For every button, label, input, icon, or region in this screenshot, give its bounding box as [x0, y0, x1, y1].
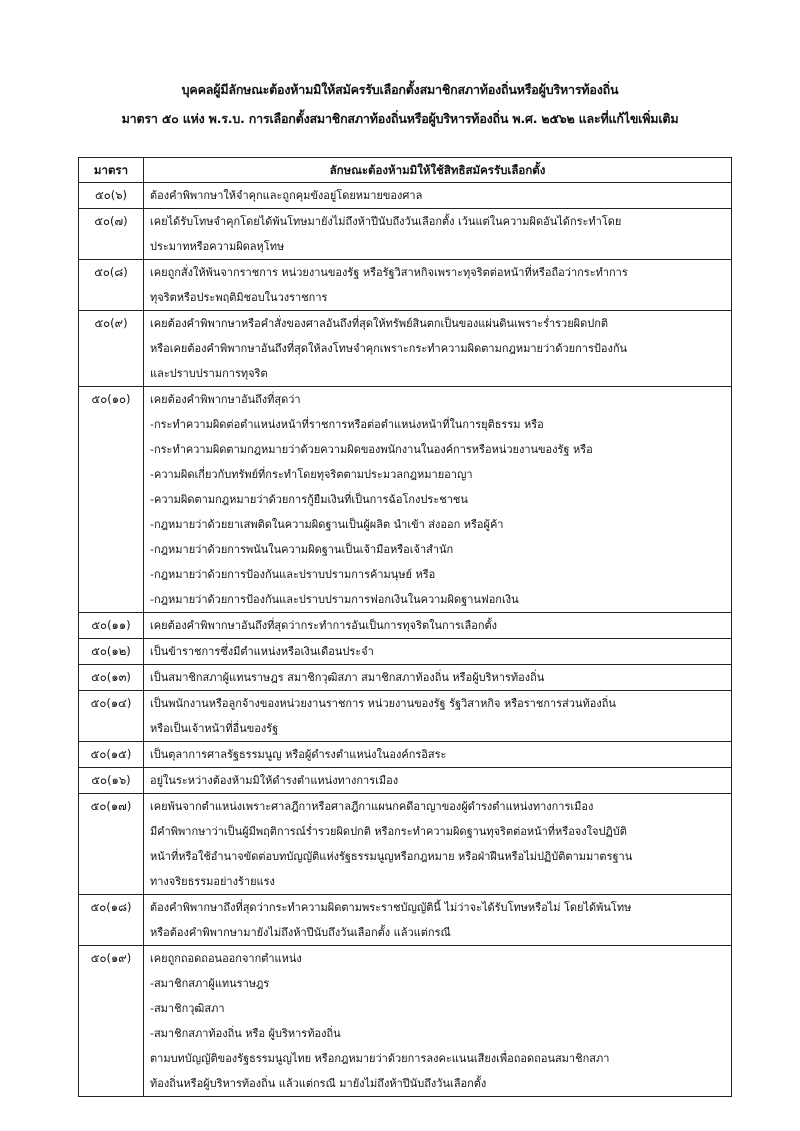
- table-row: [79, 209, 732, 260]
- column-header-section: มาตรา: [79, 158, 144, 183]
- disqualification-description: [144, 768, 732, 794]
- section-number: ๕๐(๘): [79, 260, 144, 311]
- disqualification-description: [144, 946, 732, 1097]
- section-number: ๕๐(๑๕): [79, 742, 144, 768]
- description-line: -กฎหมายว่าด้วยการป้องกันและปราบปรามการค้ามนุษย์ หรือ: [150, 568, 436, 581]
- disqualification-description: [144, 742, 732, 768]
- disqualification-description: [144, 613, 732, 639]
- description-line: เป็นสมาชิกสภาผู้แทนราษฎร สมาชิกวุฒิสภา สมาชิกสภาท้องถิ่น หรือผู้บริหารท้องถิ่น: [150, 671, 545, 684]
- table-row: [79, 742, 732, 768]
- description-line: ต้องคำพิพากษาให้จำคุกและถูกคุมขังอยู่โดยหมายของศาล: [150, 189, 423, 202]
- description-line: -ความผิดเกี่ยวกับทรัพย์ที่กระทำโดยทุจริตตามประมวลกฎหมายอาญา: [150, 468, 473, 481]
- description-line: ทางจริยธรรมอย่างร้ายแรง: [150, 875, 275, 888]
- description-line: เคยพ้นจากตำแหน่งเพราะศาลฎีกาหรือศาลฎีกาแผนกคดีอาญาของผู้ดำรงตำแหน่งทางการเมือง: [150, 800, 594, 813]
- document-subtitle: มาตรา ๕๐ แห่ง พ.ร.บ. การเลือกตั้งสมาชิกสภาท้องถิ่นหรือผู้บริหารท้องถิ่น พ.ศ. ๒๕๖๒ และที่แก้ไขเพิ่มเติม: [121, 111, 679, 126]
- table-body: [79, 183, 732, 1097]
- description-line: เคยต้องคำพิพากษาหรือคำสั่งของศาลอันถึงที่สุดให้ทรัพย์สินตกเป็นของแผ่นดินเพราะร่ำรวยผิดปกติ: [150, 317, 609, 330]
- section-number: ๕๐(๑๑): [79, 613, 144, 639]
- section-number: ๕๐(๑๙): [79, 946, 144, 1097]
- description-line: เป็นตุลาการศาลรัฐธรรมนูญ หรือผู้ดำรงตำแหน่งในองค์กรอิสระ: [150, 748, 447, 761]
- document-title: บุคคลผู้มีลักษณะต้องห้ามมิให้สมัครรับเลือกตั้งสมาชิกสภาท้องถิ่นหรือผู้บริหารท้องถิ่น: [181, 82, 619, 97]
- disqualification-description: [144, 183, 732, 209]
- table-row: [79, 794, 732, 895]
- description-line: เคยถูกถอดถอนออกจากตำแหน่ง: [150, 952, 302, 965]
- description-line: -กระทำความผิดต่อตำแหน่งหน้าที่ราชการหรือต่อตำแหน่งหน้าที่ในการยุติธรรม หรือ: [150, 418, 544, 431]
- section-number: ๕๐(๑๓): [79, 665, 144, 691]
- table-row: [79, 665, 732, 691]
- section-number: ๕๐(๑๘): [79, 895, 144, 946]
- disqualification-description: [144, 311, 732, 387]
- description-line: -ความผิดตามกฎหมายว่าด้วยการกู้ยืมเงินที่เป็นการฉ้อโกงประชาชน: [150, 493, 468, 506]
- description-line: -สมาชิกวุฒิสภา: [150, 1002, 225, 1015]
- description-line: หรือเป็นเจ้าหน้าที่อื่นของรัฐ: [150, 722, 279, 735]
- table-header-row: [79, 158, 732, 183]
- section-number: ๕๐(๑๒): [79, 639, 144, 665]
- description-line: ทุจริตหรือประพฤติมิชอบในวงราชการ: [150, 291, 328, 304]
- disqualification-description: [144, 691, 732, 742]
- description-line: ประมาทหรือความผิดลหุโทษ: [150, 240, 285, 253]
- section-number: ๕๐(๖): [79, 183, 144, 209]
- description-line: หรือเคยต้องคำพิพากษาอันถึงที่สุดให้ลงโทษจำคุกเพราะกระทำความผิดตามกฎหมายว่าด้วยการป้องกัน: [150, 342, 628, 355]
- description-line: เป็นพนักงานหรือลูกจ้างของหน่วยงานราชการ หน่วยงานของรัฐ รัฐวิสาหกิจ หรือราชการส่วนท้องถิ่น: [150, 697, 616, 710]
- table-row: [79, 260, 732, 311]
- table-row: [79, 311, 732, 387]
- table-row: [79, 639, 732, 665]
- description-line: เป็นข้าราชการซึ่งมีตำแหน่งหรือเงินเดือนประจำ: [150, 645, 374, 658]
- description-line: หรือต้องคำพิพากษามายังไม่ถึงห้าปีนับถึงวันเลือกตั้ง แล้วแต่กรณี: [150, 926, 451, 939]
- description-line: และปราบปรามการทุจริต: [150, 367, 268, 380]
- column-header-description: ลักษณะต้องห้ามมิให้ใช้สิทธิสมัครรับเลือกตั้ง: [144, 158, 732, 183]
- description-line: เคยได้รับโทษจำคุกโดยได้พ้นโทษมายังไม่ถึงห้าปีนับถึงวันเลือกตั้ง เว้นแต่ในความผิดอันได้กระทำโดย: [150, 215, 622, 228]
- section-number: ๕๐(๑๔): [79, 691, 144, 742]
- disqualification-table: [78, 157, 732, 1097]
- disqualification-description: [144, 260, 732, 311]
- description-line: อยู่ในระหว่างต้องห้ามมิให้ดำรงตำแหน่งทางการเมือง: [150, 774, 399, 787]
- description-line: มีคำพิพากษาว่าเป็นผู้มีพฤติการณ์ร่ำรวยผิดปกติ หรือกระทำความผิดฐานทุจริตต่อหน้าที่หรือจงใจปฏิบัติ: [150, 825, 627, 838]
- description-line: เคยต้องคำพิพากษาอันถึงที่สุดว่า: [150, 393, 301, 406]
- disqualification-description: [144, 794, 732, 895]
- table-row: [79, 691, 732, 742]
- description-line: -กฎหมายว่าด้วยการพนันในความผิดฐานเป็นเจ้ามือหรือเจ้าสำนัก: [150, 543, 454, 556]
- description-line: -กระทำความผิดตามกฎหมายว่าด้วยความผิดของพนักงานในองค์การหรือหน่วยงานของรัฐ หรือ: [150, 443, 593, 456]
- table-row: [79, 895, 732, 946]
- table-row: [79, 768, 732, 794]
- description-line: เคยถูกสั่งให้พ้นจากราชการ หน่วยงานของรัฐ หรือรัฐวิสาหกิจเพราะทุจริตต่อหน้าที่หรือถือว่ากระทำการ: [150, 266, 628, 279]
- description-line: -กฎหมายว่าด้วยการป้องกันและปราบปรามการฟอกเงินในความผิดฐานฟอกเงิน: [150, 593, 519, 606]
- section-number: ๕๐(๙): [79, 311, 144, 387]
- section-number: ๕๐(๗): [79, 209, 144, 260]
- table-row: [79, 183, 732, 209]
- section-number: ๕๐(๑๖): [79, 768, 144, 794]
- description-line: -สมาชิกสภาท้องถิ่น หรือ ผู้บริหารท้องถิ่น: [150, 1027, 341, 1040]
- disqualification-description: [144, 387, 732, 613]
- disqualification-description: [144, 209, 732, 260]
- description-line: เคยต้องคำพิพากษาอันถึงที่สุดว่ากระทำการอันเป็นการทุจริตในการเลือกตั้ง: [150, 619, 498, 632]
- section-number: ๕๐(๑๗): [79, 794, 144, 895]
- section-number: ๕๐(๑๐): [79, 387, 144, 613]
- description-line: หน้าที่หรือใช้อำนาจขัดต่อบทบัญญัติแห่งรัฐธรรมนูญหรือกฎหมาย หรือฝ่าฝืนหรือไม่ปฏิบัติตามมาตรฐาน: [150, 850, 633, 863]
- description-line: ท้องถิ่นหรือผู้บริหารท้องถิ่น แล้วแต่กรณี มายังไม่ถึงห้าปีนับถึงวันเลือกตั้ง: [150, 1077, 487, 1090]
- disqualification-description: [144, 665, 732, 691]
- description-line: -กฎหมายว่าด้วยยาเสพติดในความผิดฐานเป็นผู้ผลิต นำเข้า ส่งออก หรือผู้ค้า: [150, 518, 504, 531]
- description-line: ตามบทบัญญัติของรัฐธรรมนูญไทย หรือกฎหมายว่าด้วยการลงคะแนนเสียงเพื่อถอดถอนสมาชิกสภา: [150, 1052, 610, 1065]
- disqualification-description: [144, 895, 732, 946]
- description-line: -สมาชิกสภาผู้แทนราษฎร: [150, 977, 270, 990]
- description-line: ต้องคำพิพากษาถึงที่สุดว่ากระทำความผิดตามพระราชบัญญัตินี้ ไม่ว่าจะได้รับโทษหรือไม่ โดยได้พ้นโทษ: [150, 901, 632, 914]
- table-row: [79, 387, 732, 613]
- table-row: [79, 613, 732, 639]
- disqualification-description: [144, 639, 732, 665]
- table-row: [79, 946, 732, 1097]
